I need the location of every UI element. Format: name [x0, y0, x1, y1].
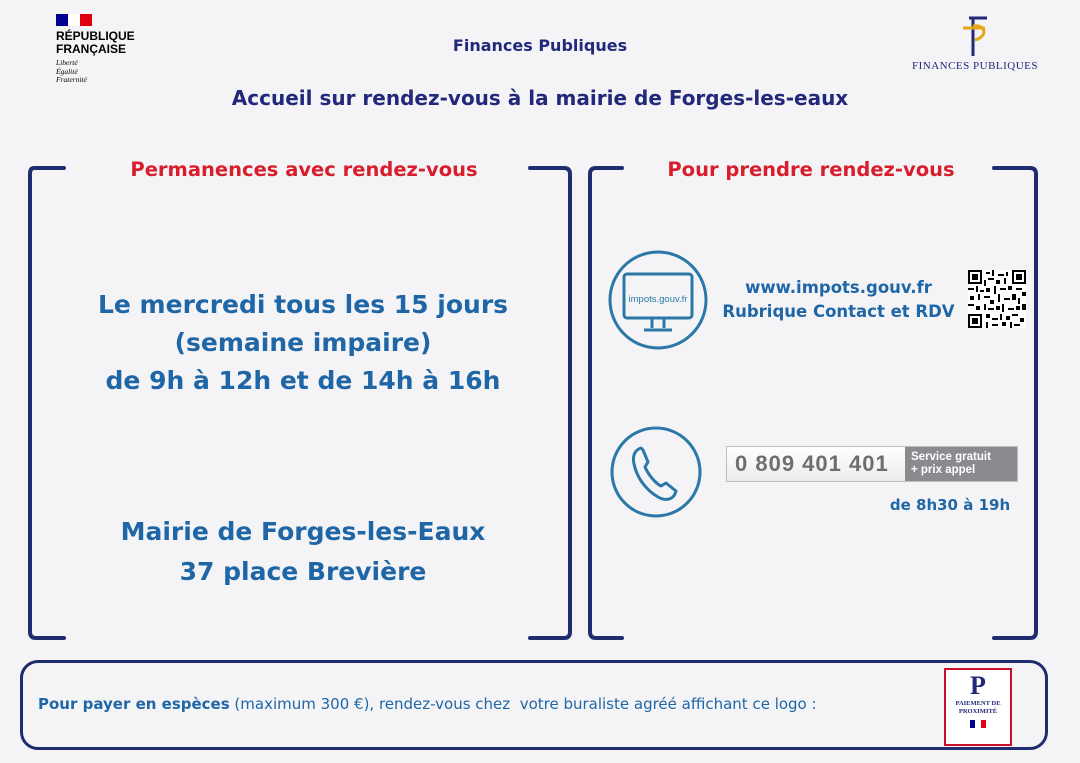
- qr-code: [968, 270, 1026, 328]
- republic-name-line-2: FRANÇAISE: [56, 42, 127, 56]
- motto-fraternite: Fraternité: [56, 75, 87, 84]
- schedule-line-2: (semaine impaire): [174, 328, 432, 357]
- address-text: [28, 512, 578, 592]
- phone-handset-icon: [608, 424, 704, 520]
- schedule-text: [28, 286, 578, 400]
- finances-publiques-logo: [905, 14, 1045, 72]
- schedule-line-1: Le mercredi tous les 15 jours: [97, 290, 509, 319]
- website-info: [706, 276, 971, 324]
- schedule-line-3: de 9h à 12h et de 14h à 16h: [105, 366, 501, 395]
- republic-name-line-1: RÉPUBLIQUE: [56, 29, 135, 43]
- service-tag-line-2: + prix appel: [911, 464, 976, 476]
- marianne-flag-icon: [56, 14, 92, 26]
- website-section: Rubrique Contact et RDV: [722, 302, 955, 321]
- phone-hours: de 8h30 à 19h: [889, 496, 1011, 514]
- proximite-label-2: PROXIMITÉ: [958, 707, 998, 715]
- motto-egalite: Égalité: [56, 66, 78, 76]
- proximite-flag-icon: [970, 720, 986, 728]
- proximite-label-1: PAIEMENT DE: [955, 700, 1001, 707]
- motto: [56, 59, 135, 85]
- page-subtitle: Accueil sur rendez-vous à la mairie de Forges-les-eaux: [231, 86, 849, 110]
- phone-number-badge: [726, 446, 1018, 482]
- fp-logo-text: FINANCES PUBLIQUES: [911, 60, 1039, 72]
- address-line-1: Mairie de Forges-les-Eaux: [120, 517, 486, 546]
- right-bracket-frame: [584, 162, 1044, 644]
- paiement-proximite-logo: [944, 668, 1012, 746]
- page-header-title: Finances Publiques: [452, 36, 628, 55]
- left-column-heading: Permanences avec rendez-vous: [130, 158, 478, 181]
- payment-text-rest: (maximum 300 €), rendez-vous chez votre buraliste agréé affichant ce logo :: [229, 695, 817, 713]
- fp-monogram-icon: [955, 14, 995, 58]
- service-tag: [905, 447, 1017, 481]
- proximite-p-icon: P: [970, 671, 986, 700]
- phone-number: 0 809 401 401: [735, 451, 889, 476]
- right-column-heading: Pour prendre rendez-vous: [667, 158, 955, 181]
- screen-label: impots.gouv.fr: [628, 294, 688, 305]
- payment-text: [38, 695, 817, 713]
- motto-liberte: Liberté: [56, 58, 78, 67]
- computer-monitor-icon: [606, 248, 710, 352]
- payment-text-strong: Pour payer en espèces: [38, 695, 230, 713]
- address-line-2: 37 place Brevière: [179, 557, 427, 586]
- service-tag-line-1: Service gratuit: [911, 451, 991, 463]
- website-url: www.impots.gouv.fr: [745, 278, 932, 297]
